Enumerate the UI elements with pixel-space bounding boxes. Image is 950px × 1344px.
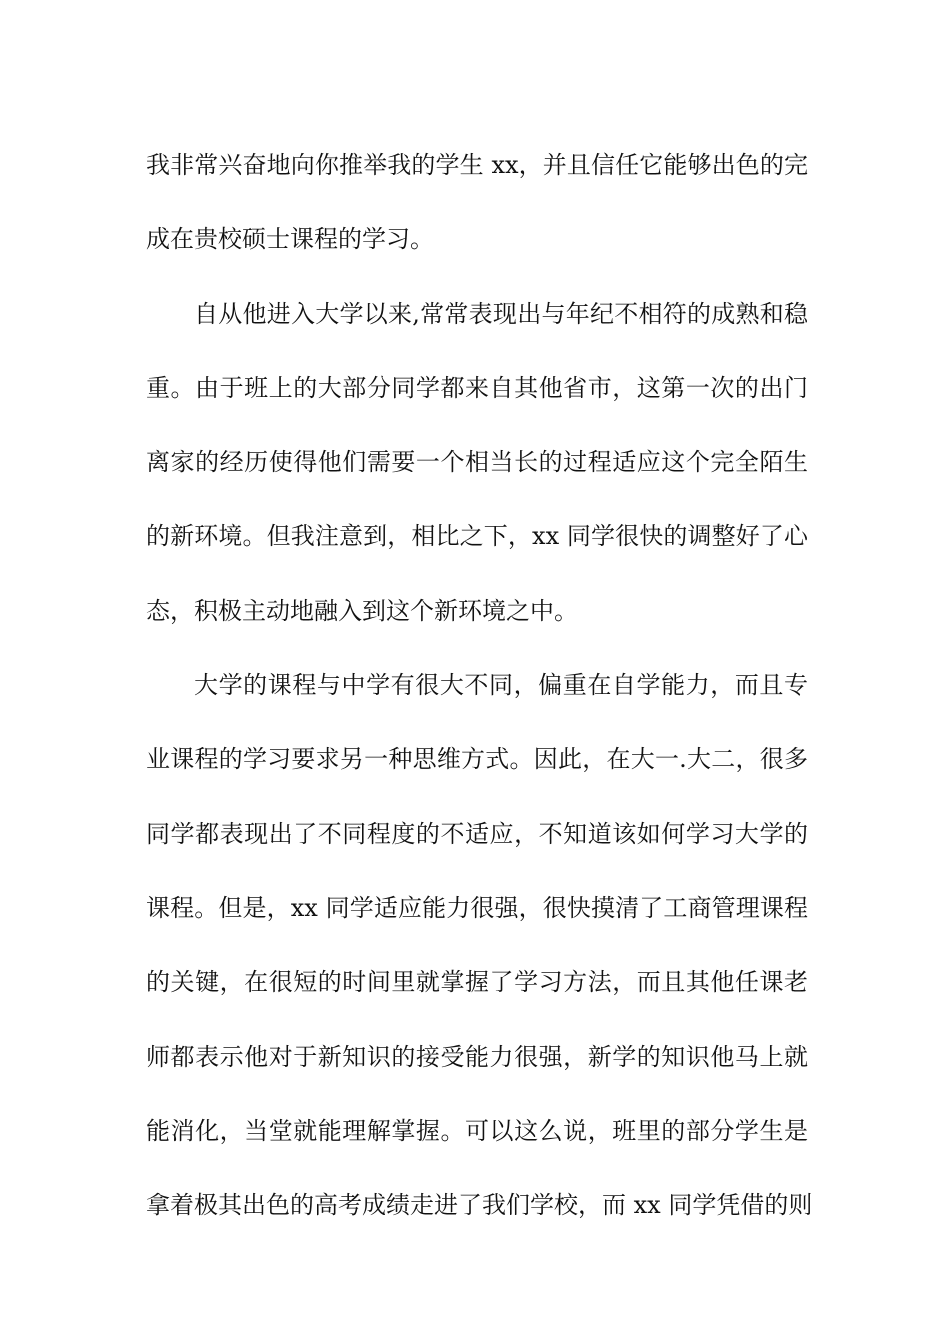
paragraph-line: 成在贵校硕士课程的学习。 bbox=[146, 225, 434, 254]
paragraph-line: 重。由于班上的大部分同学都来自其他省市，这第一次的出门 bbox=[146, 373, 808, 402]
paragraph-line: 的关键，在很短的时间里就掌握了学习方法，而且其他任课老 bbox=[146, 968, 808, 997]
paragraph-1 bbox=[146, 128, 808, 277]
paragraph-line: 离家的经历使得他们需要一个相当长的过程适应这个完全陌生 bbox=[146, 448, 808, 477]
paragraph-line: 师都表示他对于新知识的接受能力很强，新学的知识他马上就 bbox=[146, 1042, 808, 1071]
paragraph-line: 能消化，当堂就能理解掌握。可以这么说，班里的部分学生是 bbox=[146, 1116, 808, 1145]
paragraph-line: 拿着极其出色的高考成绩走进了我们学校，而 xx 同学凭借的则 bbox=[146, 1191, 813, 1220]
paragraph-line: 课程。但是，xx 同学适应能力很强，很快摸清了工商管理课程 bbox=[146, 893, 808, 922]
paragraph-line: 的新环境。但我注意到，相比之下，xx 同学很快的调整好了心 bbox=[146, 522, 808, 551]
paragraph-3 bbox=[146, 648, 813, 1242]
paragraph-line: 我非常兴奋地向你推举我的学生 xx，并且信任它能够出色的完 bbox=[146, 151, 808, 179]
paragraph-line: 自从他进入大学以来,常常表现出与年纪不相符的成熟和稳 bbox=[194, 299, 808, 328]
letter-body bbox=[146, 128, 813, 1242]
paragraph-line: 业课程的学习要求另一种思维方式。因此，在大一.大二，很多 bbox=[146, 745, 808, 774]
paragraph-line: 态，积极主动地融入到这个新环境之中。 bbox=[146, 596, 578, 625]
paragraph-line: 同学都表现出了不同程度的不适应，不知道该如何学习大学的 bbox=[146, 819, 808, 848]
paragraph-line: 大学的课程与中学有很大不同，偏重在自学能力，而且专 bbox=[194, 671, 808, 700]
paragraph-2 bbox=[146, 277, 808, 648]
